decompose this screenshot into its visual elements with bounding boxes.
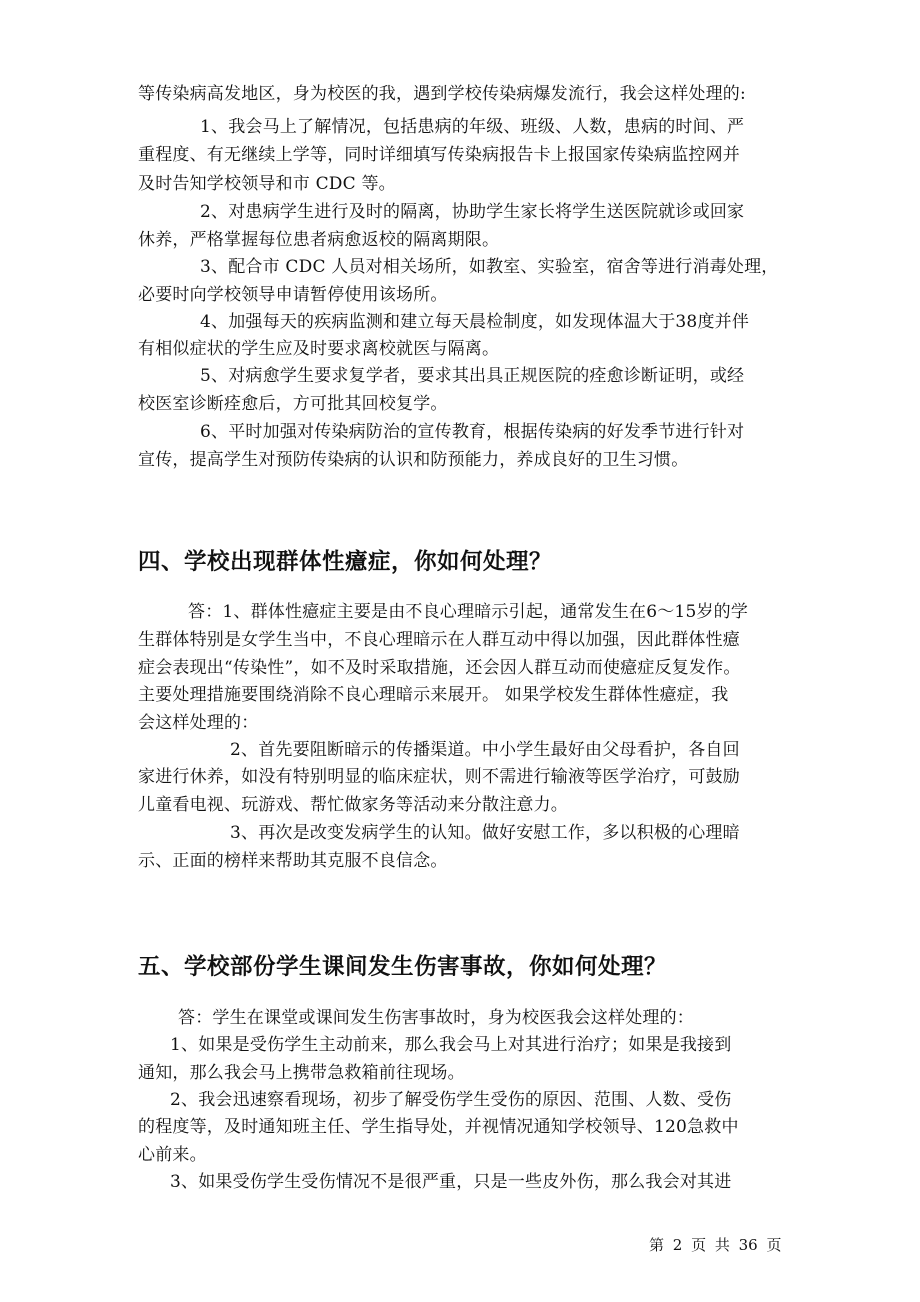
paragraph-line: 3、再次是改变发病学生的认知。做好安慰工作，多以积极的心理暗 <box>230 823 740 843</box>
paragraph-line: 会这样处理的： <box>138 713 259 733</box>
paragraph-line: 及时告知学校领导和市 CDC 等。 <box>138 174 396 194</box>
paragraph-line: 等传染病高发地区，身为校医的我，遇到学校传染病爆发流行，我会这样处理的: <box>138 84 746 104</box>
paragraph-line: 3、如果受伤学生受伤情况不是很严重，只是一些皮外伤，那么我会对其进 <box>170 1172 732 1192</box>
paragraph-line: 示、正面的榜样来帮助其克服不良信念。 <box>138 851 448 871</box>
paragraph-line: 儿童看电视、玩游戏、帮忙做家务等活动来分散注意力。 <box>138 795 568 815</box>
paragraph-line: 5、对病愈学生要求复学者，要求其出具正规医院的痊愈诊断证明，或经 <box>200 366 745 386</box>
paragraph-line: 2、首先要阻断暗示的传播渠道。中小学生最好由父母看护，各自回 <box>230 740 740 760</box>
section-heading: 五、学校部份学生课间发生伤害事故，你如何处理？ <box>138 954 668 980</box>
paragraph-line: 宣传，提高学生对预防传染病的认识和防预能力，养成良好的卫生习惯。 <box>138 450 689 470</box>
paragraph-line: 答：1、群体性癔症主要是由不良心理暗示引起，通常发生在6～15岁的学 <box>188 602 749 622</box>
paragraph-line: 4、加强每天的疾病监测和建立每天晨检制度，如发现体温大于38度并伴 <box>200 312 750 332</box>
paragraph-line: 有相似症状的学生应及时要求离校就医与隔离。 <box>138 339 500 359</box>
paragraph-line: 2、对患病学生进行及时的隔离，协助学生家长将学生送医院就诊或回家 <box>200 202 745 222</box>
paragraph-line: 答：学生在课堂或课间发生伤害事故时，身为校医我会这样处理的： <box>178 1008 694 1028</box>
paragraph-line: 主要处理措施要围绕消除不良心理暗示来展开。 如果学校发生群体性癔症，我 <box>138 685 729 705</box>
paragraph-line: 2、我会迅速察看现场，初步了解受伤学生受伤的原因、范围、人数、受伤 <box>170 1090 732 1110</box>
paragraph-line: 6、平时加强对传染病防治的宣传教育，根据传染病的好发季节进行针对 <box>200 422 745 442</box>
paragraph-line: 1、我会马上了解情况，包括患病的年级、班级、人数，患病的时间、严 <box>200 117 745 137</box>
paragraph-line: 必要时向学校领导申请暂停使用该场所。 <box>138 285 448 305</box>
paragraph-line: 症会表现出“传染性”，如不及时采取措施，还会因人群互动而使癔症反复发作。 <box>138 658 741 678</box>
paragraph-line: 家进行休养，如没有特别明显的临床症状，则不需进行输液等医学治疗，可鼓励 <box>138 767 740 787</box>
paragraph-line: 重程度、有无继续上学等，同时详细填写传染病报告卡上报国家传染病监控网并 <box>138 145 740 165</box>
paragraph-line: 休养，严格掌握每位患者病愈返校的隔离期限。 <box>138 230 500 250</box>
paragraph-line: 3、配合市 CDC 人员对相关场所，如教室、实验室，宿舍等进行消毒处理， <box>200 257 779 277</box>
paragraph-line: 的程度等，及时通知班主任、学生指导处，并视情况通知学校领导、120急救中 <box>138 1117 739 1137</box>
paragraph-line: 通知，那么我会马上携带急救箱前往现场。 <box>138 1063 465 1083</box>
page-number: 第 2 页 共 36 页 <box>649 1236 782 1254</box>
paragraph-line: 校医室诊断痊愈后，方可批其回校复学。 <box>138 394 448 414</box>
paragraph-line: 心前来。 <box>138 1145 207 1165</box>
paragraph-line: 1、如果是受伤学生主动前来，那么我会马上对其进行治疗；如果是我接到 <box>170 1035 732 1055</box>
section-heading: 四、学校出现群体性癔症，你如何处理？ <box>138 549 553 575</box>
paragraph-line: 生群体特别是女学生当中，不良心理暗示在人群互动中得以加强，因此群体性癔 <box>138 630 740 650</box>
